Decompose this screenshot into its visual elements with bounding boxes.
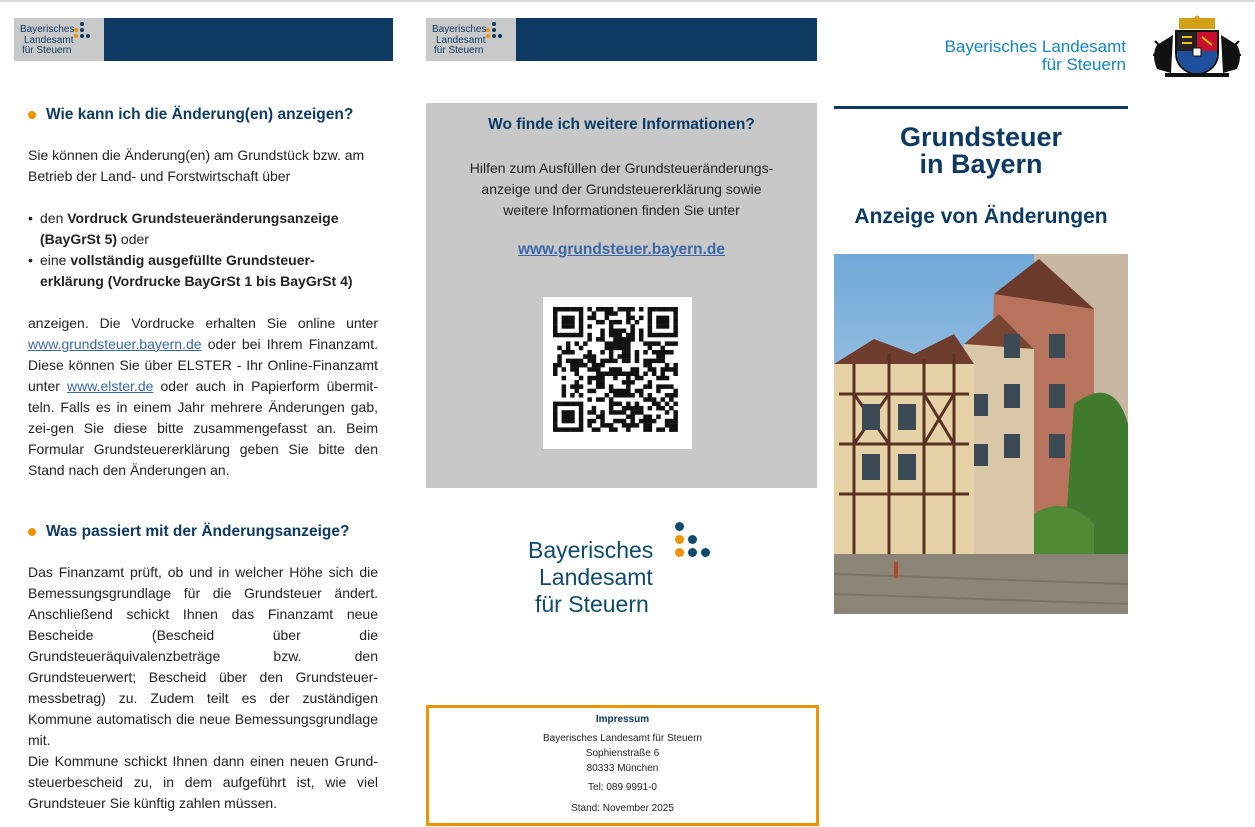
- half-timbered-houses-image: [834, 254, 1128, 614]
- municipality-paragraph: Die Kommune schickt Ihnen dann einen neuen Grund-steuerbescheid zu, in dem aufgeführt ist, wie viel Grundsteuer Sie künftig zahlen müssen.: [28, 753, 378, 811]
- top-divider: [0, 0, 1255, 2]
- question-heading-2: Was passiert mit der Änderungsanzeige?: [28, 521, 378, 542]
- info-heading: Wo finde ich weitere Informationen?: [488, 116, 755, 133]
- forms-paragraph: anzeigen. Die Vordrucke erhalten Sie online unter www.grundsteuer.bayern.de oder bei Ihrem Finanzamt. Diese können Sie über ELSTER - Ihr Online-Finanzamt unter www.elster.de oder auch in Papierform übermit-teln. Falls es in einem Jahr mehrere Änderungen gab, zei-gen Sie diese bitte zusammengefasst an. Beim Formular Grundsteuererklärung geben Sie bitte den Stand nach den Änderungen an.: [28, 315, 378, 478]
- small-logo: [426, 18, 516, 61]
- brand-wordmark: Bayerisches Landesamt für Steuern: [944, 37, 1126, 74]
- qr-code[interactable]: [543, 297, 692, 449]
- panel1-header-bar: [14, 18, 393, 61]
- option-list: [28, 208, 378, 292]
- info-text: Hilfen zum Ausfüllen der Grundsteueränderungs- anzeige und der Grundsteuererklärung sowie weitere Informationen finden Sie unter: [469, 160, 774, 218]
- qr-code-graphic: [543, 297, 692, 449]
- small-logo: [14, 18, 104, 61]
- panel2-header-bar: [426, 18, 817, 61]
- impressum-org: Bayerisches Landesamt für Steuern: [543, 733, 702, 744]
- impressum-city: 80333 München: [586, 763, 659, 774]
- main-logo: Bayerisches Landesamt für Steuern: [520, 520, 730, 620]
- old-town-photo: [834, 254, 1128, 614]
- title-rule: [834, 106, 1128, 109]
- panel1-content: [28, 104, 378, 814]
- impressum-date: Stand: November 2025: [571, 803, 674, 814]
- bavarian-coat-of-arms-icon: [1149, 15, 1245, 78]
- document-subtitle: Anzeige von Änderungen: [854, 205, 1108, 228]
- info-box: [426, 103, 817, 488]
- document-title: Grundsteuer in Bayern: [899, 122, 1063, 179]
- impressum-street: Sophienstraße 6: [585, 748, 660, 759]
- elster-link[interactable]: www.elster.de: [67, 378, 154, 394]
- info-url-link[interactable]: www.grundsteuer.bayern.de: [517, 241, 725, 258]
- intro-paragraph: Sie können die Änderung(en) am Grundstück bzw. am Betrieb der Land- und Forstwirtschaft über: [28, 147, 365, 184]
- impressum-title: Impressum: [595, 714, 650, 725]
- orange-bullet-icon: [28, 528, 36, 536]
- question-heading-1: Wie kann ich die Änderung(en) anzeigen?: [28, 104, 378, 125]
- grundsteuer-link[interactable]: www.grundsteuer.bayern.de: [28, 336, 202, 352]
- list-item: • den Vordruck Grundsteueränderungsanzeige (BayGrSt 5) oder: [28, 208, 378, 250]
- impressum-box: [426, 705, 819, 826]
- small-logo-text: Bayerisches Landesamt für Steuern: [20, 24, 75, 56]
- process-paragraph: Das Finanzamt prüft, ob und in welcher Höhe sich die Bemessungsgrundlage für die Grundsteuer ändert. Anschließend schickt Ihnen das Finanzamt neue Bescheide (Bescheid über die Grundsteueräquivalenzbeträge bzw. den Grundsteuerwert; Bescheid über den Grundsteuer-messbetrag) zu. Zudem teilt es der zuständigen Kommune automatisch die neue Bemessungsgrundlage mit.: [28, 564, 378, 748]
- impressum-phone: Tel: 089 9991-0: [588, 782, 657, 793]
- list-item: • eine vollständig ausgefüllte Grundsteuer-erklärung (Vordrucke BayGrSt 1 bis BayGrSt 4): [28, 250, 378, 292]
- orange-bullet-icon: [28, 111, 36, 119]
- small-logo-text: Bayerisches Landesamt für Steuern: [432, 24, 487, 56]
